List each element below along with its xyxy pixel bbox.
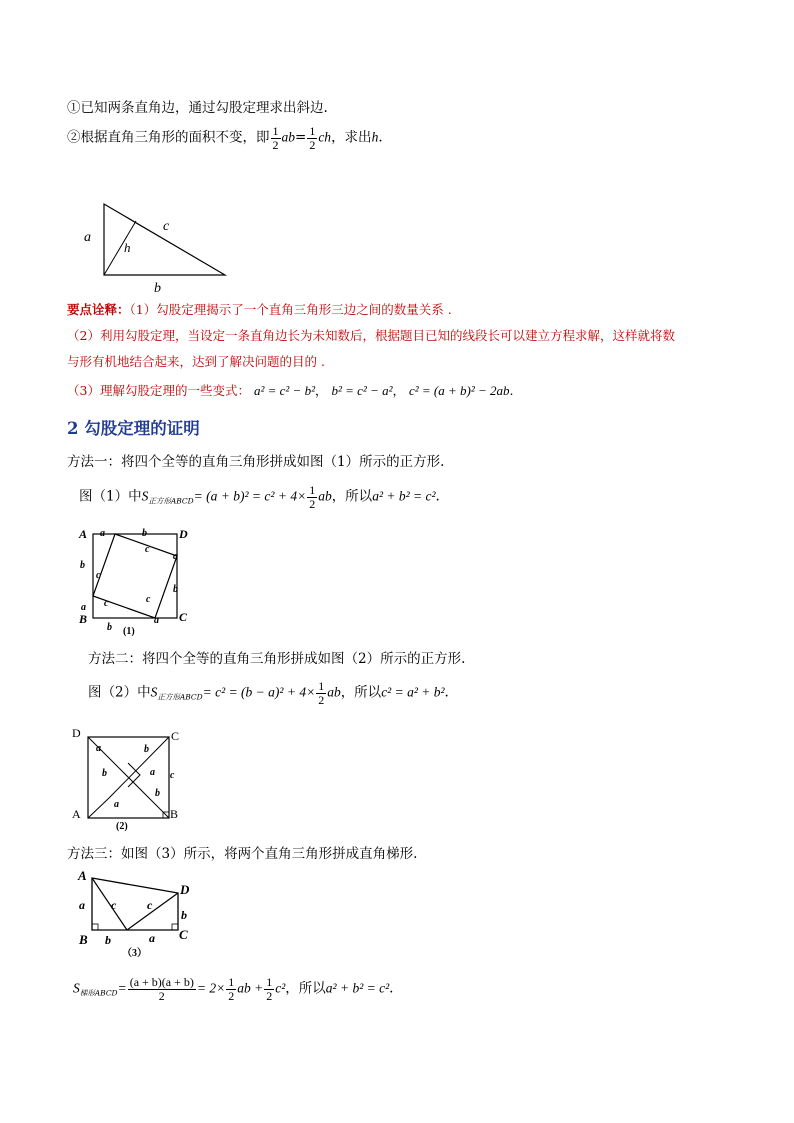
method-1-half: $\frac{1}{2}$ [309, 483, 316, 511]
triangle-label-h: h [124, 240, 131, 255]
fig2-vertex-A: A [72, 807, 81, 821]
intro-period: . [378, 129, 383, 146]
method-1-formula-prefix: 图（1）中 [79, 488, 142, 505]
method-3-half-2: $\frac{1}{2}$ [266, 975, 273, 1003]
fig3-label-a-left: a [79, 898, 85, 912]
one-half-fraction-2: $\frac{1}{2}$ [309, 124, 316, 152]
fig1-vertex-C: C [179, 610, 188, 624]
method-2-conclusion-prefix: ，所以 [340, 684, 382, 701]
intro-line-1-text: ①已知两条直角边，通过勾股定理求出斜边. [67, 100, 328, 116]
fig3-vertex-C: C [179, 927, 188, 942]
method-3-formula: $S_{梯形ABCD}=$ $\frac{(a + b)(a + b)}{2}$ = 2× $\frac{1}{2}$ ab + $\frac{1}{2}$ c²，所以a² + b² = c². [73, 975, 394, 1003]
fig1-label-c-4: c [104, 598, 109, 609]
method-3-conclusion: a² + b² = c² [325, 980, 390, 996]
triangle-label-a: a [84, 230, 91, 245]
fig2-label-c: c [170, 770, 175, 781]
fig1-label-b-bottom: b [107, 622, 112, 633]
fig3-vertex-A: A [78, 868, 87, 883]
method-3-conclusion-prefix: ，所以 [285, 980, 326, 997]
method-1-text [67, 450, 444, 470]
fig1-vertex-B: B [79, 612, 88, 626]
fig1-label-b-top: b [142, 528, 147, 539]
intro-line-1 [67, 96, 328, 116]
fig2-label-a-3: a [114, 799, 119, 810]
method-2-text [88, 647, 465, 667]
method-2-half: $\frac{1}{2}$ [318, 679, 325, 707]
fig2-label-b-2: b [144, 744, 149, 755]
fig1-vertex-A: A [79, 527, 88, 541]
method-3-formula-tail: c² [275, 980, 286, 996]
notes-label: 要点诠释： [67, 302, 130, 317]
fig1-vertex-D: D [179, 527, 188, 541]
fig1-label-b-left: b [80, 560, 85, 571]
triangle-label-c: c [163, 219, 170, 234]
fig1-caption: (1) [123, 626, 135, 637]
triangle-label-b: b [154, 281, 161, 296]
note-3-prefix: （3）理解勾股定理的一些变式： [67, 383, 250, 398]
fig2-caption: (2) [116, 821, 128, 832]
fig3-label-b-right: b [181, 908, 187, 922]
method-2-formula-tail: ab [327, 684, 341, 700]
variant-formula-1: a² = c² − b² [253, 383, 315, 398]
fig2-vertex-B: B [170, 807, 179, 821]
intro-line-2-suffix: ，求出 [331, 129, 372, 146]
note-1-text: （1）勾股定理揭示了一个直角三角形三边之间的数量关系 . [129, 302, 452, 317]
fig2-vertex-C: C [171, 729, 180, 743]
method-1-formula [79, 484, 440, 510]
method-2-end: . [444, 684, 449, 701]
method-3-main-fraction [128, 976, 196, 1002]
note-3: （3）理解勾股定理的一些变式： a² = c² − b²， b² = c² − a²， c² = (a + b)² − 2ab. [67, 383, 514, 398]
method-3-frac-num: (a + b)(a + b) [129, 975, 194, 989]
method-1-conclusion-prefix: ，所以 [331, 488, 373, 505]
method-3-half-1: $\frac{1}{2}$ [228, 975, 235, 1003]
fig1-label-c-1: c [145, 544, 150, 555]
method-1-end: . [435, 488, 440, 505]
intro-h: h [371, 129, 379, 145]
method-1-formula-tail: ab [318, 488, 332, 504]
intro-equals: = [295, 129, 307, 146]
variant-formula-2: b² = c² − a² [331, 383, 393, 398]
method-2-formula-body: = c² = (b − a)² + 4× [202, 684, 316, 700]
intro-ab: ab [281, 129, 295, 145]
intro-line-2-prefix: ②根据直角三角形的面积不变，即 [67, 129, 270, 146]
method-1-conclusion: a² + b² = c² [372, 488, 436, 504]
method-3-frac-den: 2 [158, 988, 165, 1003]
section-title [67, 415, 200, 439]
method-3-end: . [389, 980, 394, 997]
fig3-vertex-D: D [180, 882, 190, 897]
method-2-formula [88, 680, 449, 706]
fig1-label-a-bottom: a [154, 615, 159, 626]
area-symbol-S-2: S [150, 684, 158, 700]
fig1-label-b-right: b [173, 584, 178, 595]
method-3-text [67, 842, 417, 862]
method-1-formula-body: = (a + b)² = c² + 4× [193, 488, 307, 504]
fig2-label-b-1: b [102, 768, 107, 779]
method-2-subscript: 正方形ABCD [157, 692, 203, 702]
fig2-label-b-3: b [155, 788, 160, 799]
fig3-caption: （3） [122, 948, 147, 959]
figure-2-square [70, 723, 190, 838]
note-2-line-2 [67, 352, 325, 370]
area-symbol-S-3: S [73, 980, 80, 996]
fig1-label-a-top: a [100, 528, 105, 539]
fig2-label-a-2: a [150, 767, 155, 778]
section-title-text: 2 勾股定理的证明 [67, 419, 200, 438]
method-2-description: 方法二：将四个全等的直角三角形拼成如图（2）所示的正方形. [88, 651, 466, 667]
method-1-description: 方法一：将四个全等的直角三角形拼成如图（1）所示的正方形. [67, 454, 445, 470]
fig3-label-c-1: c [111, 898, 117, 912]
fig1-label-c-3: c [146, 594, 151, 605]
figure-1-square [76, 522, 196, 642]
fig2-vertex-D: D [72, 726, 81, 740]
method-2-formula-prefix: 图（2）中 [88, 684, 151, 701]
figure-3-trapezoid [75, 866, 215, 961]
fig2-label-a-1: a [96, 743, 101, 754]
note-2-text-2: 与形有机地结合起来，达到了解决问题的目的 . [67, 354, 325, 369]
note-2-line-1 [67, 326, 675, 344]
fig3-label-a-bottom: a [149, 931, 155, 945]
method-1-subscript: 正方形ABCD [148, 496, 194, 506]
variant-formula-3: c² = (a + b)² − 2ab [408, 383, 510, 398]
area-symbol-S: S [141, 488, 149, 504]
note-2-text-1: （2）利用勾股定理，当设定一条直角边长为未知数后，根据题目已知的线段长可以建立方程求解，这样就将数 [67, 328, 675, 343]
method-2-conclusion: c² = a² + b² [381, 684, 445, 700]
intro-line-2 [67, 125, 383, 151]
method-3-subscript: 梯形ABCD [79, 988, 118, 998]
fig1-label-a-right: a [173, 551, 178, 562]
fig3-label-b-bottom: b [105, 933, 111, 947]
fig3-vertex-B: B [79, 932, 88, 947]
method-3-formula-mid: ab + [237, 980, 264, 996]
right-triangle-figure [78, 200, 258, 300]
note-1 [67, 300, 452, 318]
method-3-description: 方法三：如图（3）所示，将两个直角三角形拼成直角梯形. [67, 846, 418, 862]
one-half-fraction: $\frac{1}{2}$ [272, 124, 279, 152]
intro-ch: ch [318, 129, 332, 145]
fig3-label-c-2: c [147, 898, 153, 912]
fig1-label-a-left: a [81, 602, 86, 613]
fig1-label-c-2: c [96, 570, 101, 581]
method-3-formula-body: = 2× [196, 980, 226, 996]
